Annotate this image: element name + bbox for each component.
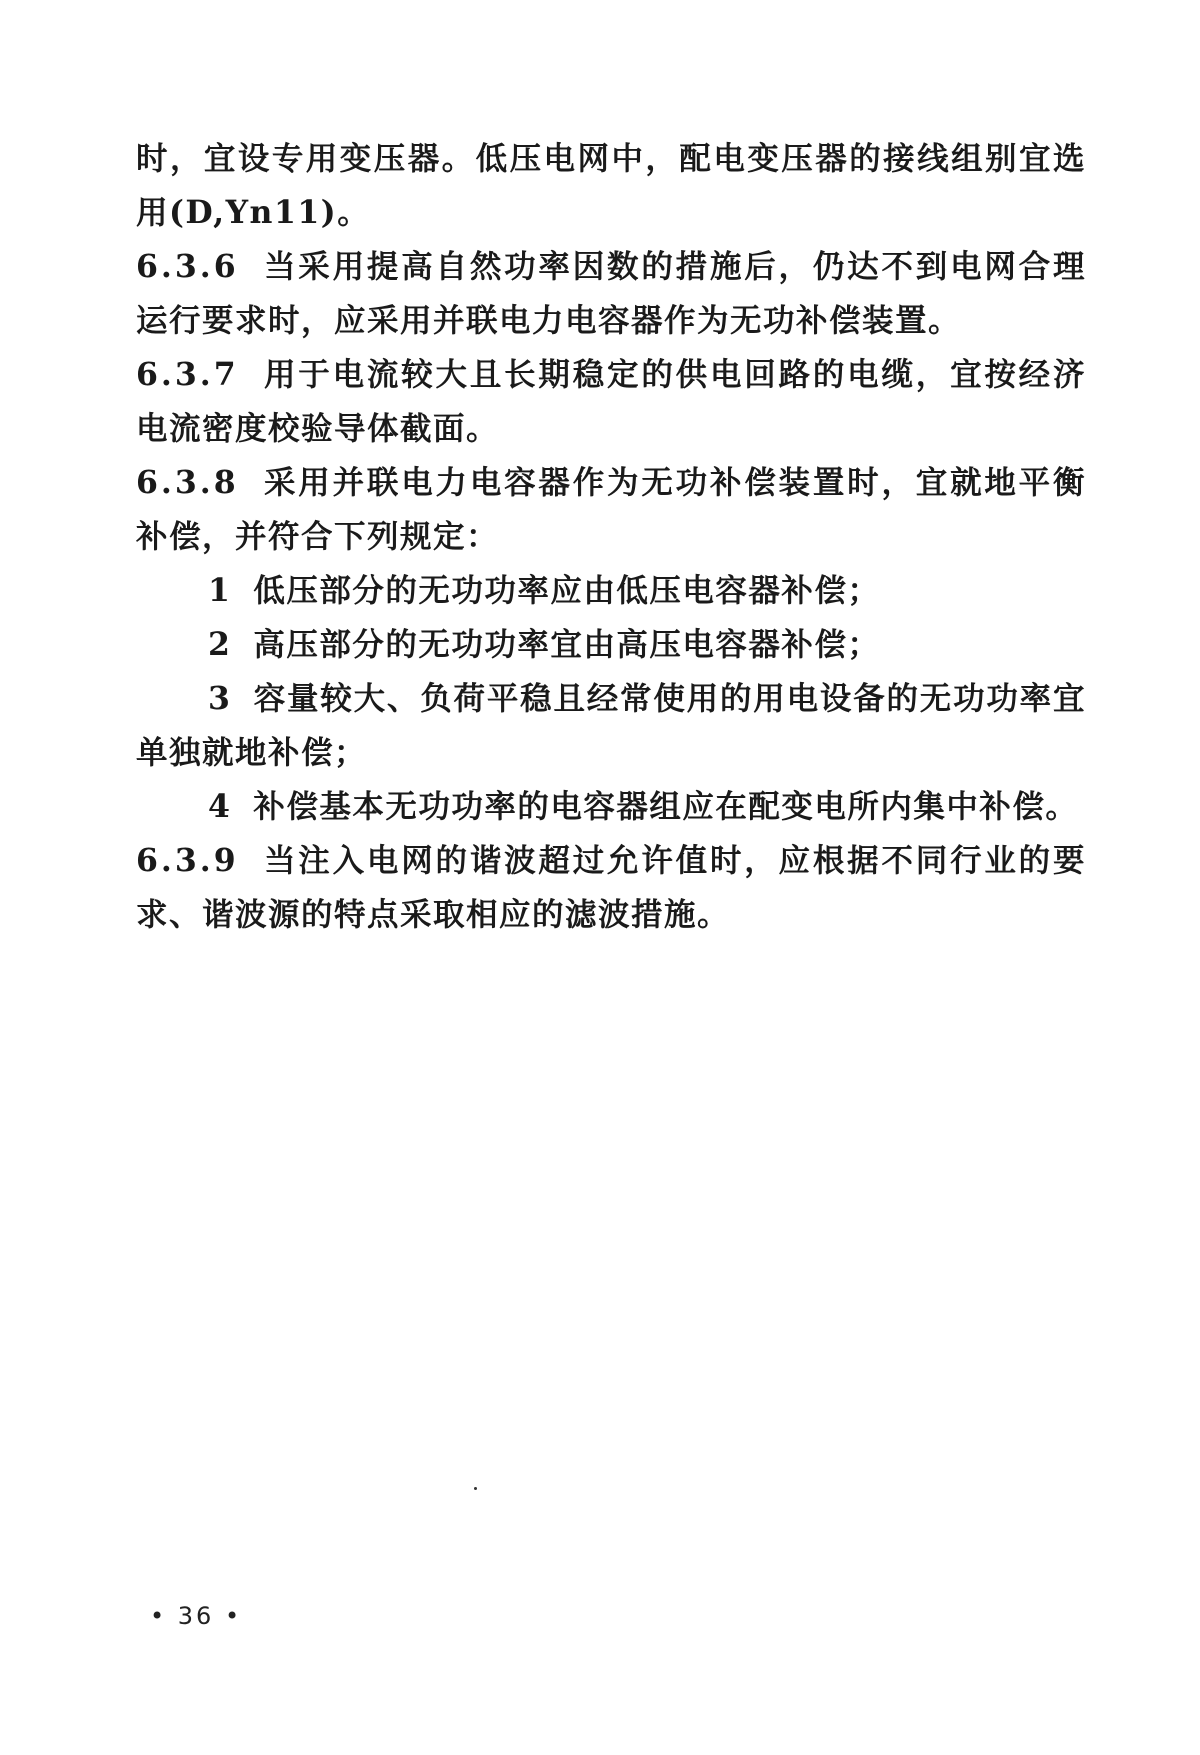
scan-speck <box>474 1487 477 1490</box>
item-text: 低压部分的无功功率应由低压电容器补偿； <box>253 572 881 609</box>
clause-6-3-8 <box>136 456 1086 564</box>
clause-6-3-8-item-2 <box>136 618 1086 672</box>
item-text: 补偿基本无功功率的电容器组应在配变电所内集中补偿。 <box>253 788 1079 825</box>
item-text: 高压部分的无功功率宜由高压电容器补偿； <box>253 626 881 663</box>
item-text: 容量较大、负荷平稳且经常使用的用电设备的无功功率宜单独就地补偿； <box>136 680 1086 771</box>
clause-text: 用于电流较大且长期稳定的供电回路的电缆，宜按经济电流密度校验导体截面。 <box>136 356 1086 447</box>
clause-6-3-7 <box>136 348 1086 456</box>
clause-6-3-8-item-3 <box>136 672 1086 780</box>
document-body <box>136 132 1086 942</box>
clause-6-3-6 <box>136 240 1086 348</box>
item-number: 3 <box>208 680 232 717</box>
clause-number: 6.3.8 <box>136 464 239 501</box>
clause-number: 6.3.9 <box>136 842 239 879</box>
item-number: 2 <box>208 626 232 663</box>
clause-6-3-9 <box>136 834 1086 942</box>
item-number: 4 <box>208 788 232 825</box>
clause-text: 当采用提高自然功率因数的措施后，仍达不到电网合理运行要求时，应采用并联电力电容器作为无功补偿装置。 <box>136 248 1086 339</box>
page-number: • 36 • <box>150 1602 243 1630</box>
clause-6-3-8-item-4 <box>136 780 1086 834</box>
clause-text: 采用并联电力电容器作为无功补偿装置时，宜就地平衡补偿，并符合下列规定： <box>136 464 1086 555</box>
clause-text: 当注入电网的谐波超过允许值时，应根据不同行业的要求、谐波源的特点采取相应的滤波措施。 <box>136 842 1086 933</box>
clause-6-3-8-item-1 <box>136 564 1086 618</box>
item-number: 1 <box>208 572 232 609</box>
continuation-paragraph: 时，宜设专用变压器。低压电网中，配电变压器的接线组别宜选用(D,Yn11)。 <box>136 140 1086 231</box>
clause-number: 6.3.7 <box>136 356 239 393</box>
clause-number: 6.3.6 <box>136 248 239 285</box>
